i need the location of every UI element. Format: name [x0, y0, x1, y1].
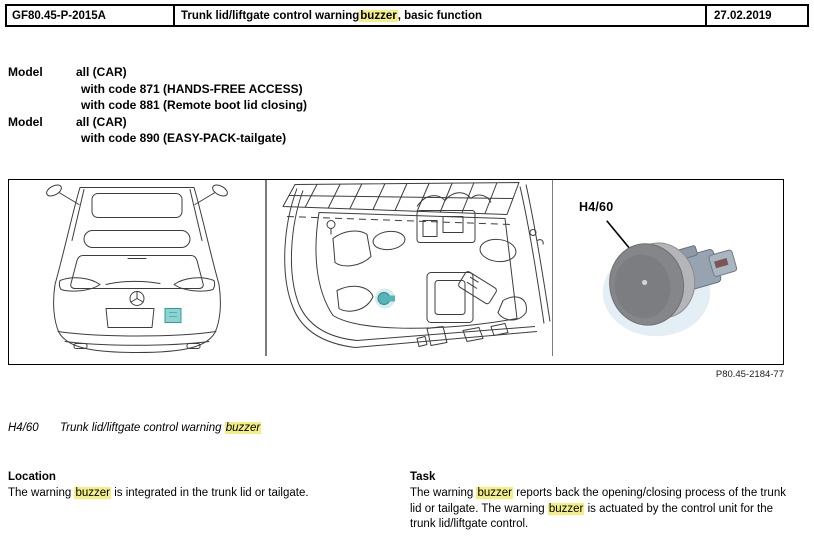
- legend-text-pre: Trunk lid/liftgate control warning: [60, 422, 225, 434]
- task-heading: Task: [410, 471, 436, 483]
- doc-number: GF80.45-P-2015A: [7, 6, 175, 25]
- body-columns: [8, 470, 806, 533]
- buzzer-location-marker: [375, 289, 395, 309]
- location-text: The warning: [8, 487, 75, 499]
- doc-header-table: [5, 4, 809, 27]
- doc-title-pre: Trunk lid/liftgate control warning: [181, 9, 360, 22]
- model-value: with code 881 (Remote boot lid closing): [81, 98, 308, 112]
- model-label: Model: [8, 114, 43, 129]
- legend-text-highlight: buzzer: [225, 422, 261, 434]
- model-label: [8, 81, 76, 98]
- task-text: reports back the opening/closing process of the trunk lid or tailgate. The warning: [410, 487, 786, 515]
- panel-buzzer-component: [553, 180, 783, 364]
- model-list: [8, 64, 307, 147]
- model-value: all (CAR): [76, 65, 127, 79]
- task-paragraph: [410, 486, 794, 533]
- location-text: is integrated in the trunk lid or tailgate.: [111, 487, 309, 499]
- model-value: with code 890 (EASY-PACK-tailgate): [81, 131, 287, 145]
- model-row: [8, 97, 307, 114]
- buzzer-location-marker: [165, 309, 181, 323]
- figure-number: P80.45-2184-77: [715, 369, 784, 380]
- model-row: [8, 64, 307, 81]
- figure-legend: [8, 422, 261, 434]
- legend-text: [60, 422, 261, 434]
- buzzer-3d: [603, 235, 739, 336]
- location-highlight: buzzer: [75, 487, 111, 499]
- model-row: [8, 81, 307, 98]
- doc-date: 27.02.2019: [714, 9, 772, 22]
- task-text: The warning: [410, 487, 477, 499]
- model-row: [8, 130, 307, 147]
- doc-title: [175, 6, 707, 25]
- panel-liftgate-inner: [267, 180, 552, 364]
- model-label: Model: [8, 65, 43, 79]
- model-row: [8, 114, 307, 131]
- location-heading: Location: [8, 471, 56, 483]
- task-section: [410, 470, 794, 533]
- model-label: [8, 130, 76, 147]
- figure-frame: [8, 179, 784, 365]
- doc-title-post: , basic function: [397, 9, 483, 22]
- location-paragraph: [8, 486, 402, 502]
- model-value: with code 871 (HANDS-FREE ACCESS): [81, 81, 303, 96]
- task-highlight: buzzer: [548, 502, 584, 515]
- task-text: is actuated by the control unit for the trunk lid/liftgate control.: [410, 502, 773, 530]
- panel-car-rear-view: [9, 180, 265, 364]
- model-value: all (CAR): [76, 114, 127, 129]
- doc-title-highlight: buzzer: [360, 9, 397, 22]
- part-callout-label: H4/60: [579, 200, 614, 214]
- car-rear-illustration: [9, 180, 265, 364]
- liftgate-inner-illustration: [267, 180, 552, 364]
- model-label: [8, 97, 76, 114]
- location-section: [8, 470, 402, 533]
- task-highlight: buzzer: [477, 487, 513, 499]
- legend-key: H4/60: [8, 422, 39, 434]
